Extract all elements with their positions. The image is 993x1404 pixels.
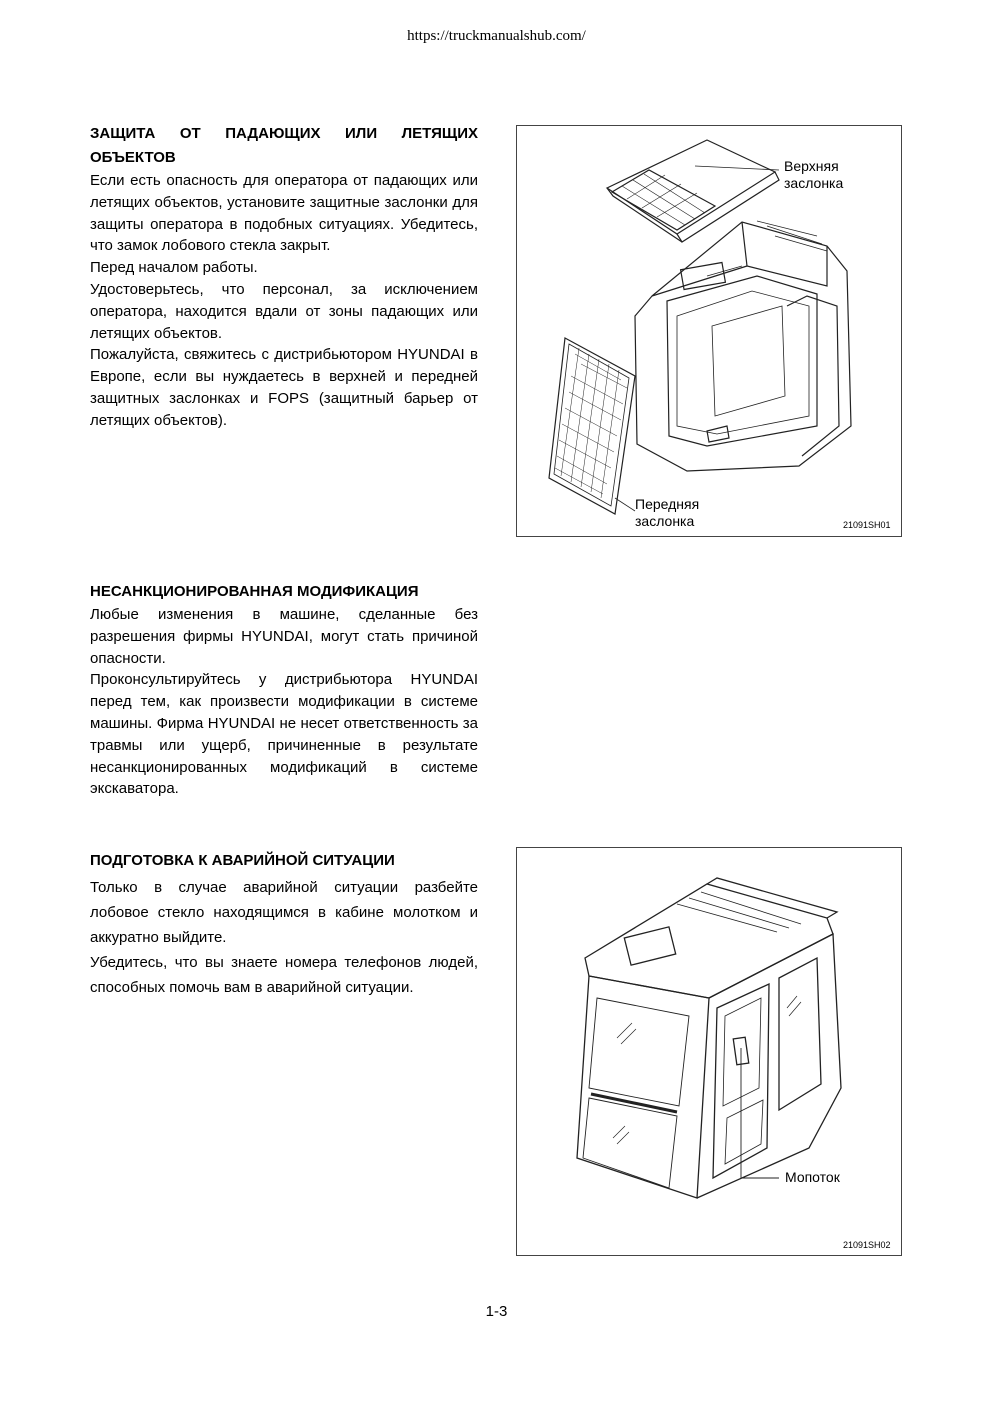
- figure-cab-hammer: [516, 847, 902, 1256]
- label-line: Передняя: [635, 496, 700, 512]
- section-emergency-preparation: [90, 849, 478, 1000]
- label-line: заслонка: [784, 175, 844, 191]
- paragraph: Если есть опасность для оператора от падающих или летящих объектов, установите защитные заслонки для защиты оператора в подобных ситуациях. Убедитесь, что замок лобового стекла закрыт.: [90, 172, 478, 255]
- page-number: 1-3: [485, 1303, 508, 1320]
- paragraph: Только в случае аварийной ситуации разбейте лобовое стекло находящимся в кабине молотком и аккуратно выйдите.: [90, 879, 478, 946]
- section-unauthorized-modification: [90, 580, 478, 800]
- cab-hammer-drawing: [517, 848, 901, 1255]
- section-title: ПОДГОТОВКА К АВАРИЙНОЙ СИТУАЦИИ: [90, 852, 395, 869]
- label-top-guard: [784, 158, 843, 192]
- section-falling-objects: [90, 122, 478, 432]
- paragraph: Проконсультируйтесь у дистрибьютора HYUNDAI перед тем, как произвести модификации в системе машины. Фирма HYUNDAI не несет ответственность за травмы или ущерб, причиненные в результате несанкционированных модификаций в системе экскаватора.: [90, 671, 478, 798]
- paragraph: Пожалуйста, свяжитесь с дистрибьютором HYUNDAI в Европе, если вы нуждаетесь в верхней и передней защитных заслонках и FOPS (защитный барьер от летящих объектов).: [90, 346, 478, 429]
- section-title: НЕСАНКЦИОНИРОВАННАЯ МОДИФИКАЦИЯ: [90, 583, 419, 600]
- figure-code: 21091SH02: [843, 1240, 891, 1250]
- label-line: заслонка: [635, 513, 695, 529]
- paragraph: Любые изменения в машине, сделанные без разрешения фирмы HYUNDAI, могут стать причиной опасности.: [90, 606, 478, 667]
- paragraph: Удостоверьтесь, что персонал, за исключением оператора, находится вдали от зоны падающих или летящих объектов.: [90, 280, 478, 342]
- header-url: https://truckmanualshub.com/: [407, 28, 586, 44]
- paragraph: Убедитесь, что вы знаете номера телефонов людей, способных помочь вам в аварийной ситуации.: [90, 954, 478, 996]
- figure-code: 21091SH01: [843, 520, 891, 530]
- figure-cab-guards: [516, 125, 902, 537]
- label-line: Верхняя: [784, 158, 839, 174]
- paragraph: Перед началом работы.: [90, 259, 258, 277]
- label-hammer: Мопоток: [785, 1169, 840, 1185]
- section-title: ЗАЩИТА ОТ ПАДАЮЩИХ ИЛИ ЛЕТЯЩИХ ОБЪЕКТОВ: [90, 125, 478, 166]
- cab-guards-drawing: [517, 126, 901, 536]
- label-front-guard: [635, 496, 699, 530]
